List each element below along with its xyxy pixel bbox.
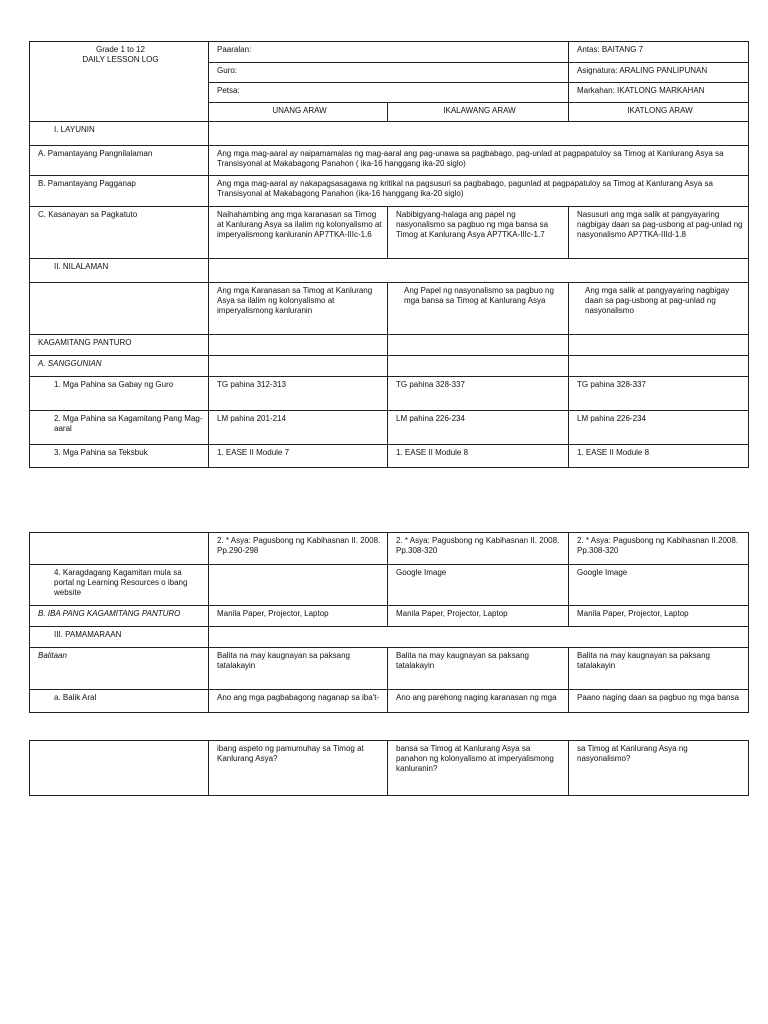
- daily-lesson-log-table-1: [29, 41, 749, 468]
- kasanayan-day2: Nabibigyang-halaga ang papel ng nasyonalismo sa pagbuo ng mga bansa sa Timog at Kanlurang Asya AP7TKA-IIIc-1.7: [388, 207, 569, 259]
- balik-aral-cont-day3: sa Timog at Kanlurang Asya ng nasyonalismo?: [569, 741, 749, 796]
- nilalaman-day2: Ang Papel ng nasyonalismo sa pagbuo ng mga bansa sa Timog at Kanlurang Asya: [388, 283, 569, 335]
- iba-pang-label: B. IBA PANG KAGAMITANG PANTURO: [30, 606, 209, 627]
- guro-field: Guro:: [209, 63, 569, 83]
- karagdagang-day3: Google Image: [569, 565, 749, 606]
- kasanayan-label: C. Kasanayan sa Pagkatuto: [30, 207, 209, 259]
- nilalaman-label: II. NILALAMAN: [30, 259, 209, 283]
- grade-label: Grade 1 to 12: [96, 45, 145, 54]
- karagdagang-label: 4. Karagdagang Kagamitan mula sa portal ng Learning Resources o ibang website: [30, 565, 209, 606]
- teksbuk-day2: 1. EASE II Module 8: [388, 445, 569, 468]
- daily-lesson-log-table-3: [29, 740, 749, 796]
- sanggunian-day1: [209, 356, 388, 377]
- pamamaraan-label: III. PAMAMARAAN: [30, 627, 209, 648]
- nilalaman-label-empty: [30, 283, 209, 335]
- teksbuk-day3: 1. EASE II Module 8: [569, 445, 749, 468]
- kagamitan-label: KAGAMITANG PANTURO: [30, 335, 209, 356]
- kagamitan-day3: [569, 335, 749, 356]
- layunin-empty: [209, 122, 749, 146]
- balitaan-label: Balitaan: [30, 648, 209, 690]
- day-header-2: IKALAWANG ARAW: [388, 103, 569, 122]
- karagdagang-day1: [209, 565, 388, 606]
- balik-aral-label: a. Balik Aral: [30, 690, 209, 713]
- teksbuk-cont-day1: 2. * Asya: Pagusbong ng Kabihasnan II. 2008. Pp.290-298: [209, 533, 388, 565]
- iba-pang-day3: Manila Paper, Projector, Laptop: [569, 606, 749, 627]
- paaralan-field: Paaralan:: [209, 42, 569, 63]
- teksbuk-day1: 1. EASE II Module 7: [209, 445, 388, 468]
- gabay-day3: TG pahina 328-337: [569, 377, 749, 411]
- kagamitang-pang-magaaral-day2: LM pahina 226-234: [388, 411, 569, 445]
- pamantayang-pangnilalaman-label: A. Pamantayang Pangnilalaman: [30, 146, 209, 176]
- pamantayang-pagganap-text: Ang mga mag-aaral ay nakapagsasagawa ng kritikal na pagsusuri sa pagbabago, pagunlad at pagpapatuloy sa Timog at Kanlurang Asya sa Transisyonal at Makabagong Panahon (ika-16 hanggang ika-20 siglo): [209, 176, 749, 207]
- kasanayan-day1: Naihahambing ang mga karanasan sa Timog at Kanlurang Asya sa ilalim ng kolonyalismo at imperyalismong kanluranin AP7TKA-IIIc-1.6: [209, 207, 388, 259]
- gabay-label: 1. Mga Pahina sa Gabay ng Guro: [30, 377, 209, 411]
- dll-title: DAILY LESSON LOG: [82, 55, 159, 64]
- balitaan-day1: Balita na may kaugnayan sa paksang tatalakayin: [209, 648, 388, 690]
- iba-pang-day1: Manila Paper, Projector, Laptop: [209, 606, 388, 627]
- balik-aral-cont-day2: bansa sa Timog at Kanlurang Asya sa panahon ng kolonyalismo at imperyalismong kanluranin?: [388, 741, 569, 796]
- asignatura-field: Asignatura: ARALING PANLIPUNAN: [569, 63, 749, 83]
- teksbuk-cont-day3: 2. * Asya: Pagusbong ng Kabihasnan II.2008. Pp.308-320: [569, 533, 749, 565]
- balik-aral-day2: Ano ang parehong naging karanasan ng mga: [388, 690, 569, 713]
- nilalaman-empty: [209, 259, 749, 283]
- day-header-1: UNANG ARAW: [209, 103, 388, 122]
- layunin-label: I. LAYUNIN: [30, 122, 209, 146]
- balik-aral-cont-label: [30, 741, 209, 796]
- nilalaman-day1: Ang mga Karanasan sa Timog at Kanlurang Asya sa ilalim ng kolonyalismo at imperyalismong kanluranin: [209, 283, 388, 335]
- pamantayang-pagganap-label: B. Pamantayang Pagganap: [30, 176, 209, 207]
- kagamitang-pang-magaaral-day3: LM pahina 226-234: [569, 411, 749, 445]
- kagamitang-pang-magaaral-day1: LM pahina 201-214: [209, 411, 388, 445]
- balitaan-day2: Balita na may kaugnayan sa paksang tatalakayin: [388, 648, 569, 690]
- nilalaman-day3: Ang mga salik at pangyayaring nagbigay daan sa pag-usbong at pag-unlad ng nasyonalismo: [569, 283, 749, 335]
- sanggunian-day3: [569, 356, 749, 377]
- teksbuk-cont-day2: 2. * Asya: Pagusbong ng Kabihasnan II. 2008. Pp.308-320: [388, 533, 569, 565]
- gabay-day2: TG pahina 328-337: [388, 377, 569, 411]
- kasanayan-day3: Nasusuri ang mga salik at pangyayaring nagbigay daan sa pag-usbong at pag-unlad ng nasyonalismo AP7TKA-IIId-1.8: [569, 207, 749, 259]
- markahan-field: Markahan: IKATLONG MARKAHAN: [569, 83, 749, 103]
- pamamaraan-empty: [209, 627, 749, 648]
- kagamitan-day1: [209, 335, 388, 356]
- antas-field: Antas: BAITANG 7: [569, 42, 749, 63]
- dll-title-cell: [30, 42, 209, 122]
- kagamitan-day2: [388, 335, 569, 356]
- petsa-field: Petsa:: [209, 83, 569, 103]
- gabay-day1: TG pahina 312-313: [209, 377, 388, 411]
- karagdagang-day2: Google Image: [388, 565, 569, 606]
- balik-aral-day3: Paano naging daan sa pagbuo ng mga bansa: [569, 690, 749, 713]
- sanggunian-label: A. SANGGUNIAN: [30, 356, 209, 377]
- day-header-3: IKATLONG ARAW: [569, 103, 749, 122]
- kagamitang-pang-magaaral-label: 2. Mga Pahina sa Kagamitang Pang Mag-aaral: [30, 411, 209, 445]
- teksbuk-cont-label: [30, 533, 209, 565]
- sanggunian-day2: [388, 356, 569, 377]
- balik-aral-cont-day1: ibang aspeto ng pamumuhay sa Timog at Kanlurang Asya?: [209, 741, 388, 796]
- pamantayang-pangnilalaman-text: Ang mga mag-aaral ay naipamamalas ng mag-aaral ang pag-unawa sa pagbabago, pag-unlad at pagpapatuloy sa Timog at Kanlurang Asya sa Transisyonal at Makabagong Panahon ( ika-16 hanggang ika-20 siglo): [209, 146, 749, 176]
- daily-lesson-log-table-2: [29, 532, 749, 713]
- balitaan-day3: Balita na may kaugnayan sa paksang tatalakayin: [569, 648, 749, 690]
- balik-aral-day1: Ano ang mga pagbabagong naganap sa iba't-: [209, 690, 388, 713]
- iba-pang-day2: Manila Paper, Projector, Laptop: [388, 606, 569, 627]
- teksbuk-label: 3. Mga Pahina sa Teksbuk: [30, 445, 209, 468]
